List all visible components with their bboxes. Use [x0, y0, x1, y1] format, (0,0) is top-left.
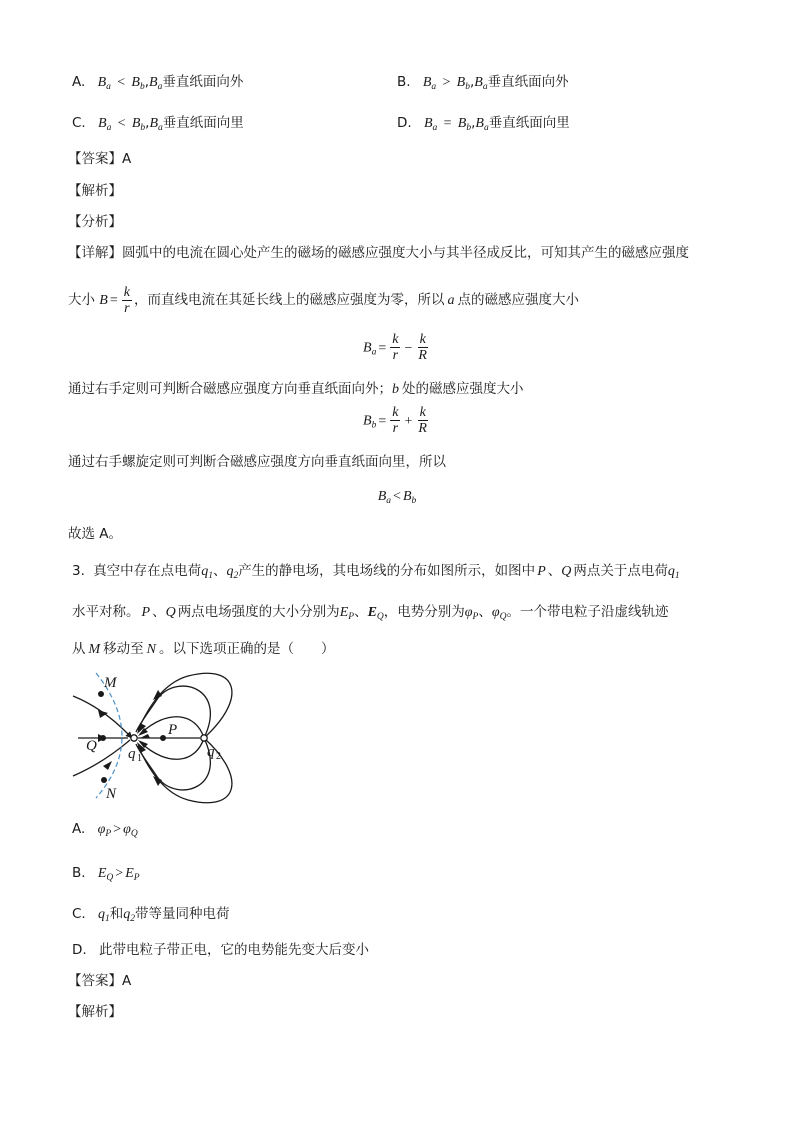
option-b: B. $B_a > B_b,B_a$垂直纸面向外 [397, 74, 569, 92]
field-line [140, 738, 204, 759]
option-text: 垂直纸面向里 [488, 115, 570, 131]
q3-option-d: D. 此带电粒子带正电，它的电势能先变大后变小 [72, 942, 369, 958]
q3-line-2: 水平对称。 P 、Q 两点电场强度的大小分别为$E_P$、$E_Q$，电势分别为$\varphi_P$、$\varphi_Q$。一个带电粒子沿虚线轨迹 [72, 604, 669, 622]
q3-number: 3. [72, 563, 85, 579]
relation: < [117, 116, 126, 131]
point-n [101, 777, 107, 783]
option-c: C. $B_a < B_b,B_a$垂直纸面向里 [72, 115, 244, 133]
field-line [73, 740, 130, 776]
option-letter: B. [397, 74, 411, 90]
equation-bb: $B_b$ = $\frac{k}{r}$ + $\frac{k}{R}$ [363, 405, 427, 436]
label-m: M [104, 675, 117, 691]
detail-line-4: 通过右手螺旋定则可判断合磁感应强度方向垂直纸面向里，所以 [68, 454, 446, 470]
q3-analysis-label: 【解析】 [68, 1004, 122, 1020]
label-q: Q [86, 738, 97, 754]
q3-line-1: 3. 真空中存在点电荷$q_1$、$q_2$产生的静电场，其电场线的分布如图所示，如图中 P 、Q 两点关于点电荷$q_1$ [72, 563, 680, 581]
option-d: D. $B_a = B_b,B_a$垂直纸面向里 [397, 115, 570, 133]
option-text: 垂直纸面向里 [162, 115, 244, 131]
q3-option-c: C. $q_1$和$q_2$带等量同种电荷 [72, 906, 230, 924]
field-line [138, 673, 232, 738]
option-letter: A. [72, 74, 86, 90]
fraction-k-over-r: $\frac{k}{r}$ [123, 284, 130, 316]
q3-option-a: A. $\varphi_P > \varphi_Q$ [72, 821, 138, 839]
svg-text:2: 2 [216, 751, 221, 762]
answer-value: A [122, 151, 132, 167]
q3-answer-line: 【答案】A [68, 973, 132, 989]
option-letter: D. [397, 115, 412, 131]
point-m [98, 691, 104, 697]
detail-line-1: 【详解】圆弧中的电流在圆心处产生的磁场的磁感应强度大小与其半径成反比，可知其产生的磁感应强度 [68, 245, 689, 261]
q3-answer-value: A [122, 973, 132, 989]
electric-field-figure [68, 668, 248, 804]
label-n: N [106, 786, 117, 802]
option-letter: C. [72, 115, 86, 131]
option-a: A. $B_a < B_b,B_a$垂直纸面向外 [72, 74, 244, 92]
option-text: 垂直纸面向外 [162, 74, 244, 90]
charge-q1 [131, 735, 137, 741]
q3-line-3: 从 M 移动至 N 。以下选项正确的是（ ） [72, 641, 335, 657]
equation-compare: $B_a < B_b$ [377, 489, 417, 506]
charge-q2 [201, 735, 207, 741]
label-q2: q [207, 744, 215, 760]
label-q1: q [128, 746, 136, 762]
detail-line-3: 通过右手定则可判断合磁感应强度方向垂直纸面向外；b 处的磁感应强度大小 [68, 381, 524, 397]
label-p: P [168, 722, 178, 738]
q3-option-b: B. $E_Q > E_P$ [72, 865, 140, 883]
relation: > [442, 75, 451, 90]
answer-label: 【答案】 [68, 151, 122, 167]
xiangjie-label: 【详解】 [68, 245, 122, 261]
option-text: 垂直纸面向外 [487, 74, 569, 90]
relation: = [443, 116, 452, 131]
relation: < [117, 75, 126, 90]
point-q [100, 735, 106, 741]
detail-line-5: 故选 A。 [68, 526, 123, 542]
equation-ba: $B_a$ = $\frac{k}{r}$ − $\frac{k}{R}$ [363, 332, 427, 363]
fenxi-label: 【分析】 [68, 214, 122, 230]
svg-text:1: 1 [137, 753, 142, 764]
analysis-label: 【解析】 [68, 183, 122, 199]
answer-line [68, 150, 131, 168]
point-p [160, 735, 166, 741]
detail-line-2: 大小 B = $\frac{k}{r}$ ，而直线电流在其延长线上的磁感应强度为零，所以 a 点的磁感应强度大小 [68, 284, 579, 316]
